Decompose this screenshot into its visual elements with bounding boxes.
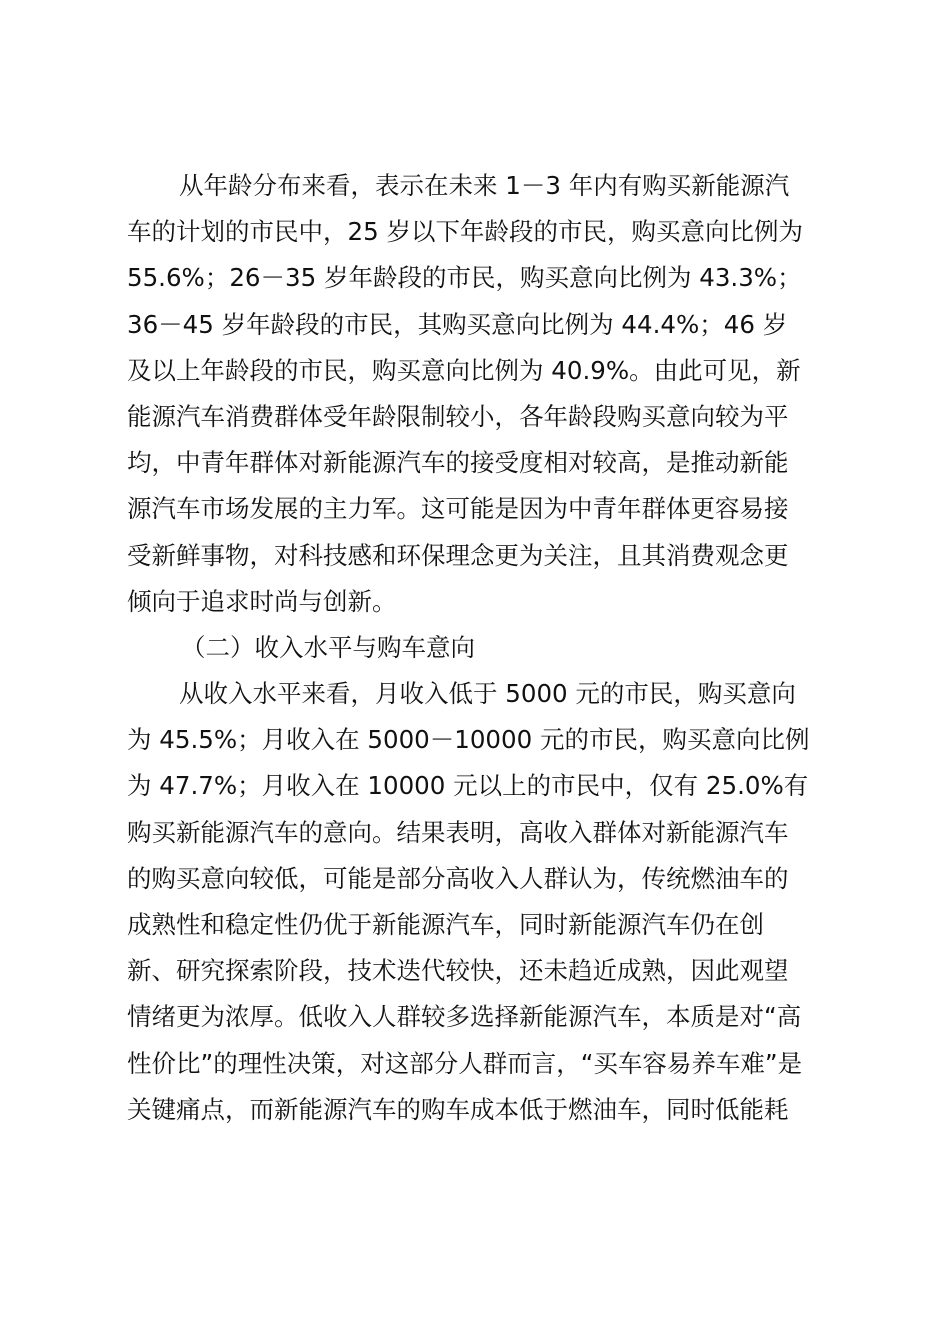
paragraph-age-line: 倾向于追求时尚与创新。 <box>127 586 397 616</box>
paragraph-income-line: 从收入水平来看，月收入低于 5000 元的市民，购买意向 <box>179 679 796 709</box>
paragraph-age-line: 55.6%；26－35 岁年龄段的市民，购买意向比例为 43.3%； <box>127 263 802 293</box>
paragraph-age-line: 36－45 岁年龄段的市民，其购买意向比例为 44.4%；46 岁 <box>127 309 788 339</box>
paragraph-income-line: 新、研究探索阶段，技术迭代较快，还未趋近成熟，因此观望 <box>127 956 789 986</box>
paragraph-income-line: 情绪更为浓厚。低收入人群较多选择新能源汽车，本质是对“高 <box>127 1002 802 1032</box>
paragraph-age-line: 源汽车市场发展的主力军。这可能是因为中青年群体更容易接 <box>127 494 789 524</box>
paragraph-income-line: 成熟性和稳定性仍优于新能源汽车，同时新能源汽车仍在创 <box>127 910 764 939</box>
paragraph-income-line: 关键痛点，而新能源汽车的购车成本低于燃油车，同时低能耗 <box>127 1094 789 1124</box>
paragraph-age-line: 从年龄分布来看，表示在未来 1－3 年内有购买新能源汽 <box>179 171 790 200</box>
section-heading: （二）收入水平与购车意向 <box>181 632 475 662</box>
paragraph-age-line: 受新鲜事物，对科技感和环保理念更为关注，且其消费观念更 <box>127 540 789 570</box>
paragraph-income-line: 性价比”的理性决策，对这部分人群而言，“买车容易养车难”是 <box>127 1048 803 1078</box>
document-body <box>127 163 832 1133</box>
paragraph-age-line: 能源汽车消费群体受年龄限制较小，各年龄段购买意向较为平 <box>127 401 789 431</box>
paragraph-income-line: 为 47.7%；月收入在 10000 元以上的市民中，仅有 25.0%有 <box>127 771 809 801</box>
paragraph-age-line: 均，中青年群体对新能源汽车的接受度相对较高，是推动新能 <box>127 448 789 478</box>
paragraph-income-line: 购买新能源汽车的意向。结果表明，高收入群体对新能源汽车 <box>127 817 789 847</box>
paragraph-income-line: 的购买意向较低，可能是部分高收入人群认为，传统燃油车的 <box>127 863 789 893</box>
paragraph-age-line: 车的计划的市民中，25 岁以下年龄段的市民，购买意向比例为 <box>127 217 803 247</box>
paragraph-age-line: 及以上年龄段的市民，购买意向比例为 40.9%。由此可见，新 <box>127 355 801 385</box>
paragraph-income-line: 为 45.5%；月收入在 5000－10000 元的市民，购买意向比例 <box>127 725 810 755</box>
